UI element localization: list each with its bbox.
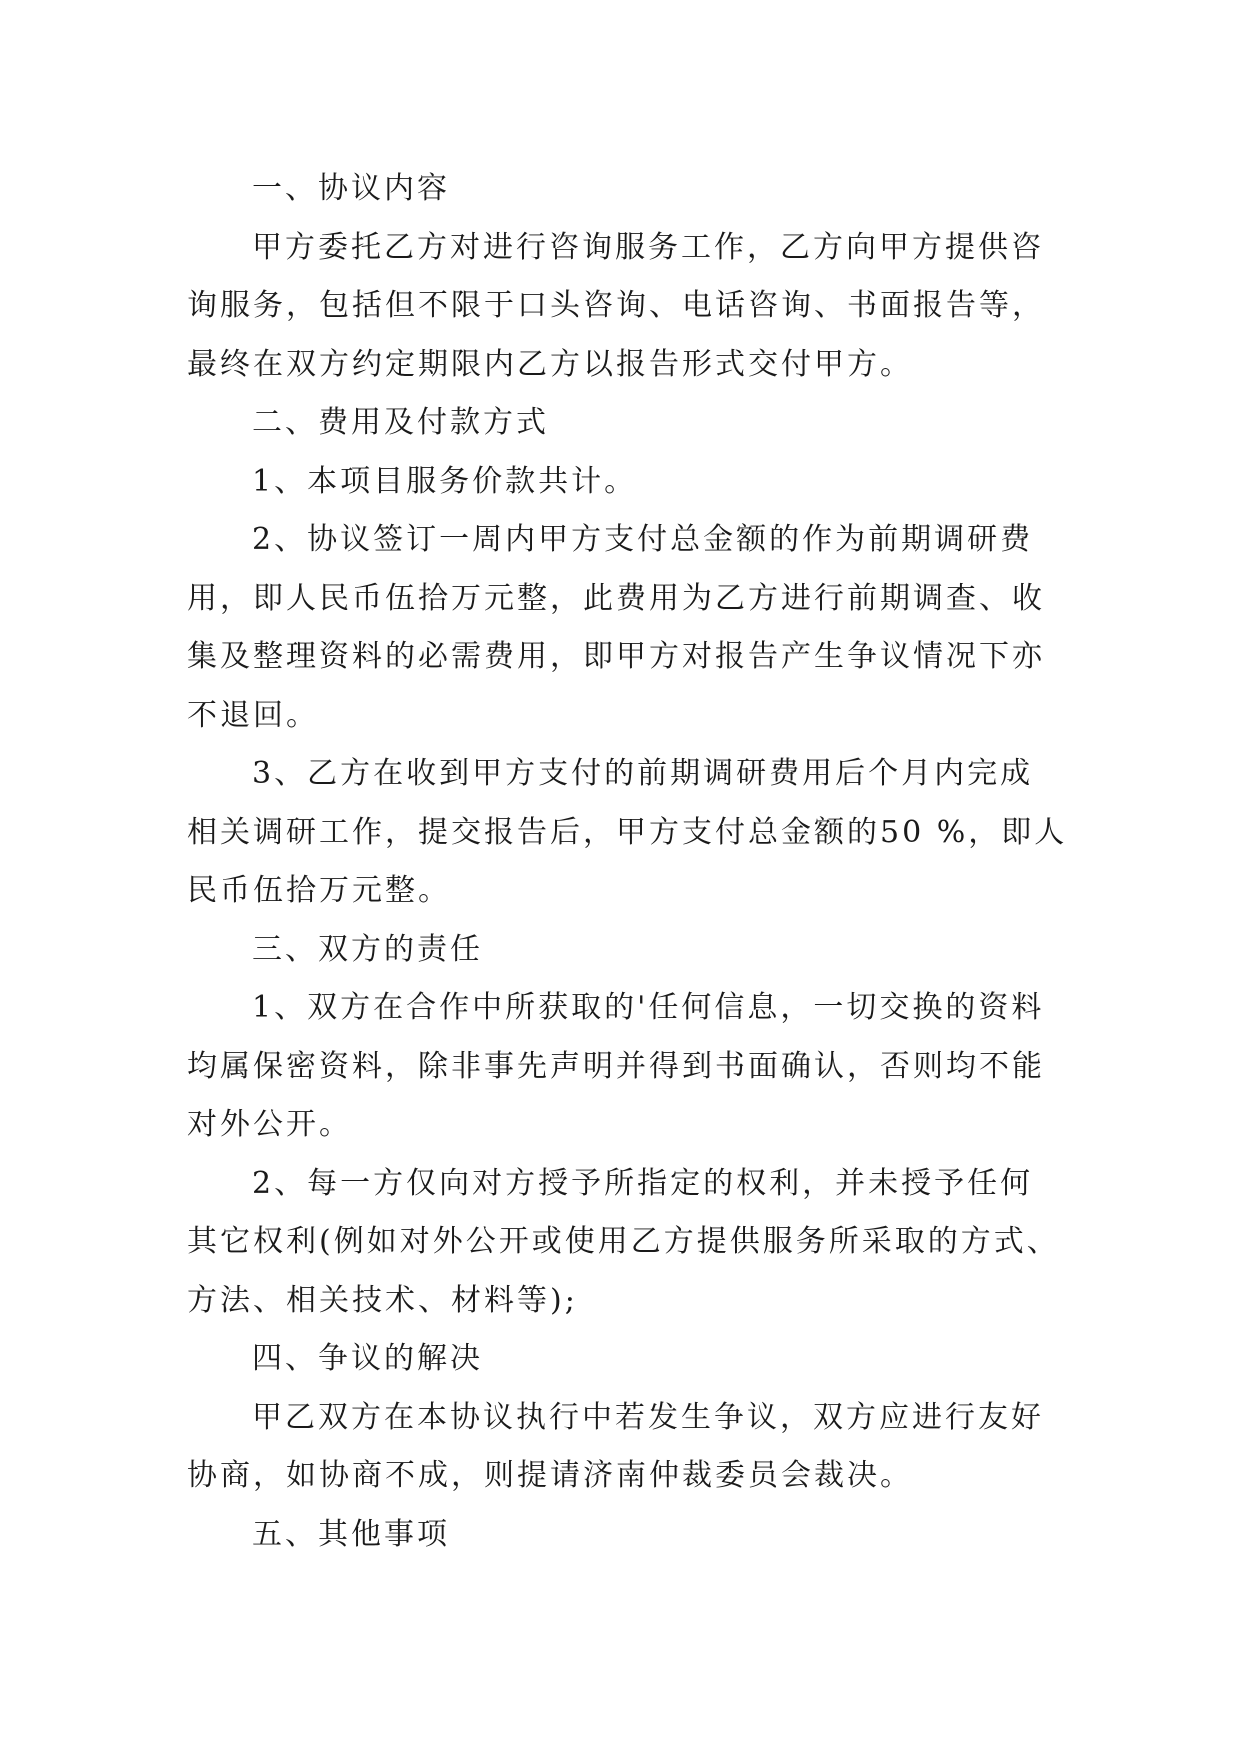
paragraph-line: 协商，如协商不成，则提请济南仲裁委员会裁决。 (187, 1458, 913, 1493)
section-heading-responsibilities: 三、双方的责任 (252, 931, 483, 967)
paragraph-line: 2、协议签订一周内甲方支付总金额的作为前期调研费 (252, 522, 1034, 557)
paragraph-line: 均属保密资料，除非事先声明并得到书面确认，否则均不能 (187, 1048, 1045, 1084)
section-heading-agreement-content: 一、协议内容 (252, 171, 450, 206)
section-heading-dispute-resolution: 四、争议的解决 (252, 1341, 483, 1376)
document-body (187, 160, 1067, 1564)
paragraph-line: 询服务，包括但不限于口头咨询、电话咨询、书面报告等， (187, 288, 1045, 323)
paragraph-line: 甲乙双方在本协议执行中若发生争议，双方应进行友好 (252, 1399, 1044, 1435)
paragraph-line: 2、每一方仅向对方授予所指定的权利，并未授予任何 (252, 1165, 1034, 1201)
section-heading-fees-payment: 二、费用及付款方式 (252, 405, 549, 440)
paragraph-line: 1、双方在合作中所获取的'任何信息，一切交换的资料 (252, 990, 1045, 1025)
paragraph-line: 民币伍拾万元整。 (187, 873, 451, 908)
paragraph-line: 其它权利(例如对外公开或使用乙方提供服务所采取的方式、 (187, 1224, 1060, 1259)
paragraph-line: 最终在双方约定期限内乙方以报告形式交付甲方。 (187, 346, 913, 382)
paragraph-line: 3、乙方在收到甲方支付的前期调研费用后个月内完成 (252, 756, 1034, 791)
paragraph-line: 相关调研工作，提交报告后，甲方支付总金额的50 %，即人 (187, 814, 1068, 850)
paragraph-line: 对外公开。 (187, 1107, 352, 1142)
section-heading-other-matters: 五、其他事项 (252, 1516, 450, 1552)
paragraph-line: 不退回。 (187, 697, 319, 733)
paragraph-line: 甲方委托乙方对进行咨询服务工作，乙方向甲方提供咨 (252, 229, 1044, 265)
paragraph-line: 用，即人民币伍拾万元整，此费用为乙方进行前期调查、收 (187, 580, 1045, 616)
paragraph-line: 方法、相关技术、材料等); (187, 1282, 578, 1318)
paragraph-line: 集及整理资料的必需费用，即甲方对报告产生争议情况下亦 (187, 639, 1045, 674)
paragraph-line: 1、本项目服务价款共计。 (252, 463, 638, 499)
